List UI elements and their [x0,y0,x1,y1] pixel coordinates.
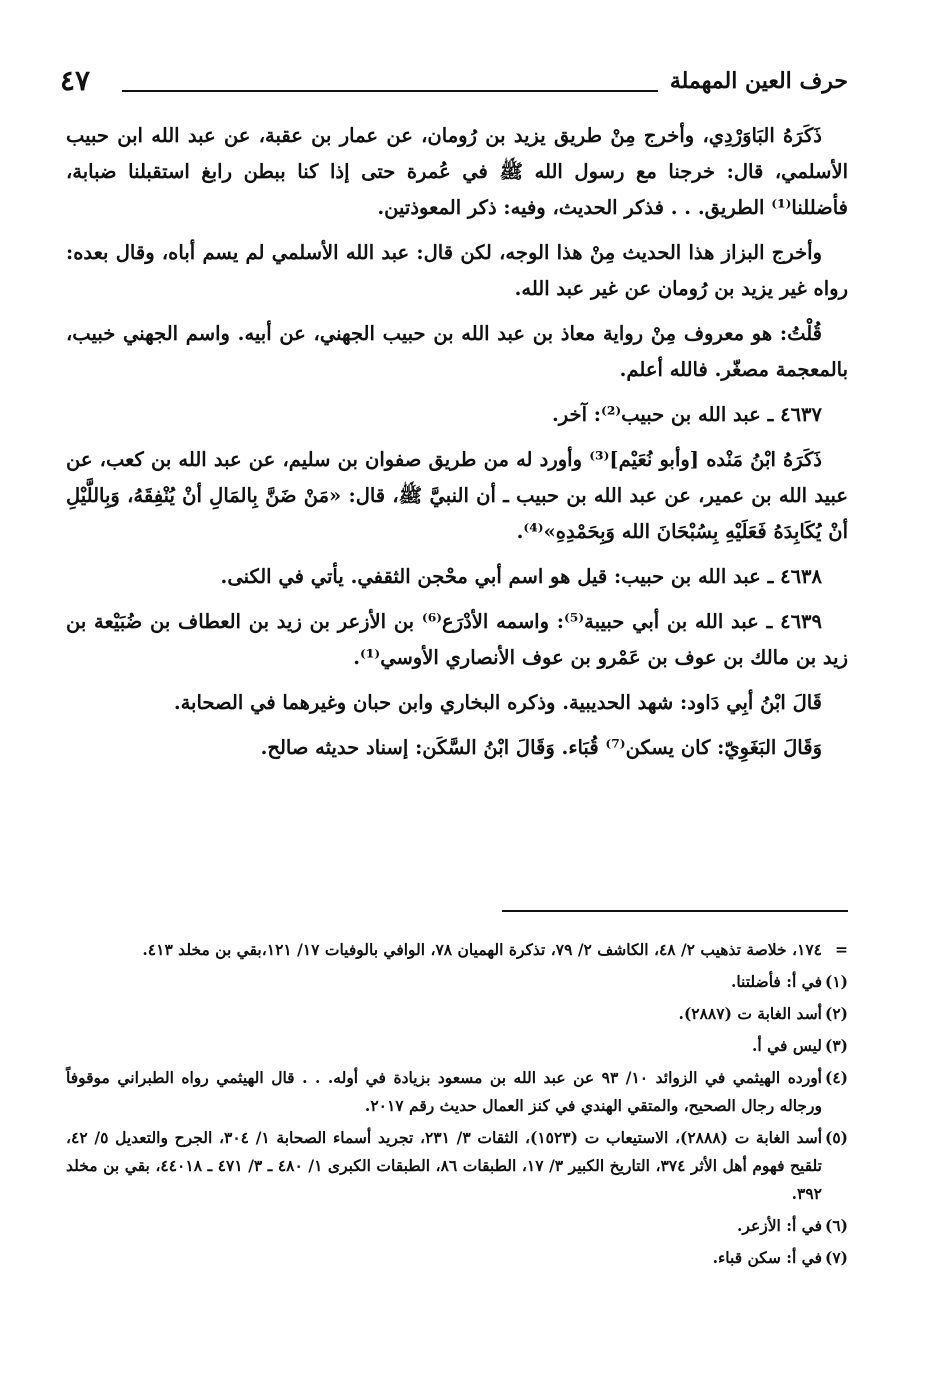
footnote [66,1000,848,1028]
footnote-mark: (١) [824,972,848,991]
paragraph: قُلْتُ: هو معروف مِنْ رواية معاذ بن عبد الله بن حبيب الجهني، عن أبيه. واسم الجهني خبيب، بالمعجمة مصغّر. فالله أعلم. [66,322,848,381]
entry-heading: ٤٦٣٧ ـ عبد الله بن حبيب⁽²⁾: آخر. [551,403,822,426]
footnote-text: أورده الهيثمي في الزوائد ١٠/ ٩٣ عن عبد الله بن مسعود بزيادة في أوله. . . قال الهيثمي رواه الطبراني موقوفاً ورجاله رجال الصحيح، والمتقي الهندي في كنز العمال حديث رقم ٢٠١٧. [66,1068,822,1115]
footnote [66,968,848,996]
paragraph: وَقَالَ البَغَوِيّ: كان يسكن⁽⁷⁾ قُبَاء. وَقَالَ ابْنُ السَّكَن: إسناد حديثه صالح. [260,736,822,759]
page-number: ٤٧ [60,64,91,97]
footnote-text: ليس في أ. [752,1036,822,1055]
running-title: حرف العين المهملة [669,68,848,94]
footnote [66,1124,848,1208]
paragraph: ذَكَرَهُ ابْنُ مَنْده [وأبو نُعَيْم]⁽³⁾ وأورد له من طريق صفوان بن سليم، عن عبد الله بن كعب، عن عبيد الله بن عمير، عن عبد الله بن حبيب ـ أن النبيَّ ﷺ، قال: «مَنْ ضَنَّ بِالمَالِ أنْ يُنْفِقَهُ، وَبِاللَّيْلِ أنْ يُكَابِدَهُ فَعَلَيْهِ بِسُبْحَانَ الله وَبِحَمْدِهِ»⁽⁴⁾. [66,448,848,543]
footnote-text: في أ: فأضلتنا. [730,972,822,991]
footnote-text: أسد الغابة ت (٢٨٨٧). [678,1004,822,1023]
paragraph: قَالَ ابْنُ أبِي دَاود: شهد الحديبية. وذكره البخاري وابن حبان وغيرهما في الصحابة. [173,691,822,714]
footnote [66,1244,848,1272]
footnote-separator [502,910,848,912]
footnote-text: في أ: سكن قباء. [712,1248,822,1267]
page-header [60,64,848,104]
footnote-mark: (٢) [824,1004,848,1023]
footnote [66,936,848,964]
entry-heading: ٤٦٣٩ ـ عبد الله بن أبي حبيبة⁽⁵⁾: واسمه الأدْرَع⁽⁶⁾ بن الأزعر بن زيد بن العطاف بن ضُبَيْعة بن زيد بن مالك بن عوف بن عَمْرو بن عوف الأنصاري الأوسي⁽¹⁾. [66,610,848,669]
main-text [66,118,848,775]
footnote-text: في أ: الأزعر. [737,1216,822,1235]
header-rule [122,90,658,92]
footnote-mark: (٧) [824,1248,848,1267]
paragraph: ذَكَرَهُ البَاوَرْدِي، وأخرج مِنْ طريق يزيد بن رُومان، عن عمار بن عقبة، عن عبد الله ابن حبيب الأسلمي، قال: خرجنا مع رسول الله ﷺ في عُمرة حتى إذا كنا ببطن رابغ استقبلنا ضبابة، فأضللنا⁽¹⁾ الطريق. . . فذكر الحديث، وفيه: ذكر المعوذتين. [66,124,848,219]
footnote-mark: (٥) [824,1128,848,1147]
footnote-mark: (٦) [824,1216,848,1235]
entry-heading: ٤٦٣٨ ـ عبد الله بن حبيب: قيل هو اسم أبي محْجن الثقفي. يأتي في الكنى. [220,565,822,588]
footnote-mark: (٣) [824,1036,848,1055]
footnote-text: ١٧٤، خلاصة تذهيب ٢/ ٤٨، الكاشف ٢/ ٧٩، تذكرة الهميان ٧٨، الوافي بالوفيات ١٧/ ١٢١،بقي بن مخلد ٤١٣. [142,940,822,959]
footnotes [66,936,848,1276]
footnote-mark: = [835,940,848,959]
footnote [66,1212,848,1240]
footnote-mark: (٤) [824,1068,848,1087]
footnote [66,1064,848,1120]
footnote-text: أسد الغابة ت (٢٨٨٨)، الاستيعاب ت (١٥٢٣)، الثقات ٣/ ٢٣١، تجريد أسماء الصحابة ١/ ٣٠٤، الجرح والتعديل ٥/ ٤٢، تلقيح فهوم أهل الأثر ٣٧٤، التاريخ الكبير ٣/ ١٧، الطبقات ٨٦، الطبقات الكبرى ١/ ٤٨٠ ـ ٣/ ٤٧١ ـ ٤٤٠١٨، بقي بن مخلد ٣٩٢. [66,1128,823,1203]
footnote [66,1032,848,1060]
paragraph: وأخرج البزاز هذا الحديث مِنْ هذا الوجه، لكن قال: عبد الله الأسلمي لم يسم أباه، وقال بعده: رواه غير يزيد بن رُومان عن غير عبد الله. [66,241,848,300]
